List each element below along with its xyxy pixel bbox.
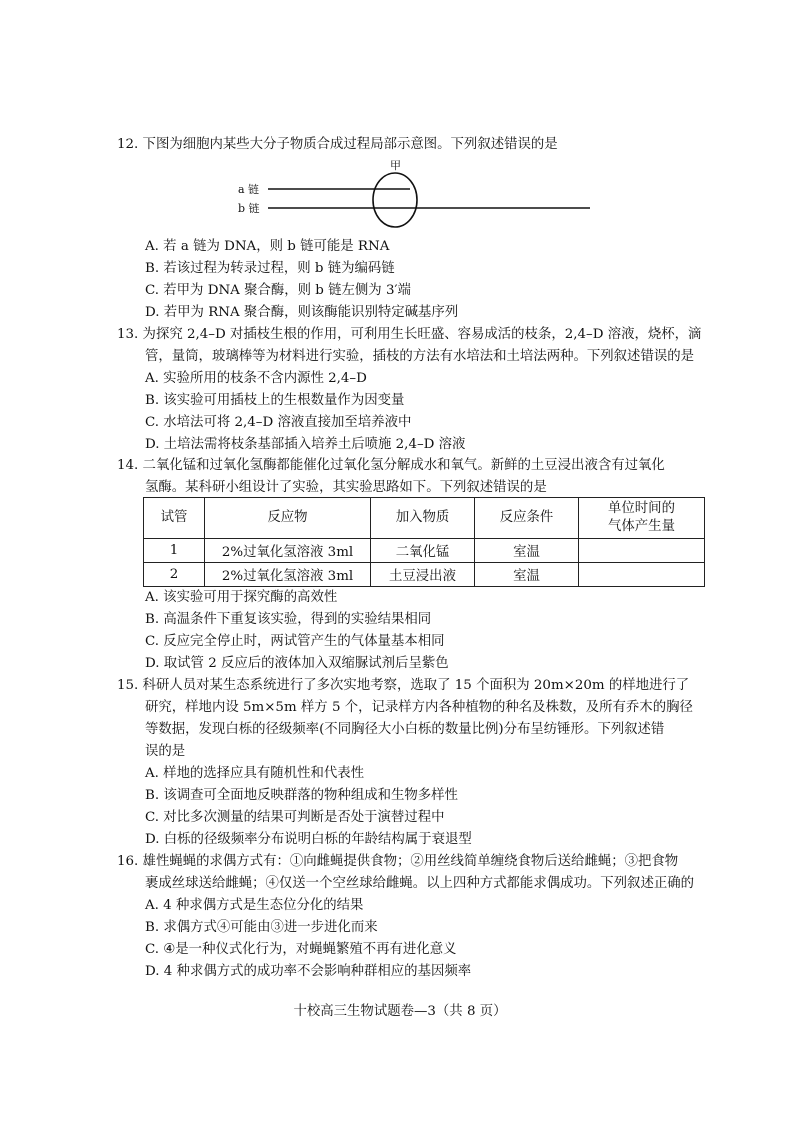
header-tube: 试管 [144,498,205,539]
q13-stem-line2: 管，量筒，玻璃棒等为材料进行实验，插枝的方法有水培法和土培法两种。下列叙述错误的是 [145,349,695,364]
table-cell: 2%过氧化氢溶液 3ml [205,563,371,587]
chain-a-label: a 链 [238,183,260,196]
table-cell [579,539,705,563]
q14-table [143,497,705,587]
q16-option-d: D. 4 种求偶方式的成功率不会影响种群相应的基因频率 [145,964,472,979]
q12-option-c: C. 若甲为 DNA 聚合酶，则 b 链左侧为 3′端 [145,283,411,298]
table-cell: 二氧化锰 [371,539,475,563]
table-cell: 2%过氧化氢溶液 3ml [205,539,371,563]
header-gas-line1: 单位时间的 [608,501,675,516]
header-added: 加入物质 [371,498,475,539]
q15-stem-line1: 15. 科研人员对某生态系统进行了多次实地考察，选取了 15 个面积为 20m×20m 的样地进行了 [117,678,690,693]
header-gas-amount [579,498,705,539]
table-cell: 室温 [475,563,579,587]
q15-stem-line2: 研究，样地内设 5m×5m 样方 5 个，记录样方内各种植物的种名及株数，及所有乔木的胸径 [145,700,693,715]
header-gas-line2: 气体产生量 [608,519,675,534]
q16-stem-line1: 16. 雄性蝇蝇的求偶方式有：①向雌蝇提供食物；②用丝线简单缠绕食物后送给雌蝇；③把食物 [117,854,679,869]
table-row [144,563,705,587]
q14-option-b: B. 高温条件下重复该实验，得到的实验结果相同 [145,612,432,627]
table-cell: 1 [144,539,205,563]
q16-option-b: B. 求偶方式④可能由③进一步进化而来 [145,920,378,935]
table-header-row [144,498,705,539]
q13-option-d: D. 土培法需将枝条基部插入培养土后喷施 2,4–D 溶液 [145,437,466,452]
header-condition: 反应条件 [475,498,579,539]
q14-option-c: C. 反应完全停止时，两试管产生的气体量基本相同 [145,634,445,649]
page-footer: 十校高三生物试题卷—3（共 8 页） [293,1004,507,1019]
q14-stem-line1: 14. 二氧化锰和过氧化氢酶都能催化过氧化氢分解成水和氧气。新鲜的土豆浸出液含有过氧化 [117,458,665,473]
q12-option-d: D. 若甲为 RNA 聚合酶，则该酶能识别特定碱基序列 [145,305,459,320]
table-cell [579,563,705,587]
table-cell: 2 [144,563,205,587]
q15-stem-line3: 等数据，发现白栎的径级频率(不同胸径大小白栎的数量比例)分布呈纺锤形。下列叙述错 [145,722,665,737]
table-cell: 土豆浸出液 [371,563,475,587]
q13-option-b: B. 该实验可用插枝上的生根数量作为因变量 [145,393,405,408]
q13-option-a: A. 实验所用的枝条不含内源性 2,4–D [145,371,367,386]
q15-option-d: D. 白栎的径级频率分布说明白栎的年龄结构属于衰退型 [145,832,472,847]
q16-option-a: A. 4 种求偶方式是生态位分化的结果 [145,898,364,913]
enzyme-circle [373,173,417,227]
q13-option-c: C. 水培法可将 2,4–D 溶液直接加至培养液中 [145,415,412,430]
enzyme-label: 甲 [390,159,401,172]
q15-option-c: C. 对比多次测量的结果可判断是否处于演替过程中 [145,810,445,825]
q12-option-b: B. 若该过程为转录过程，则 b 链为编码链 [145,261,395,276]
header-reactant: 反应物 [205,498,371,539]
q14-stem-line2: 氢酶。某科研小组设计了实验，其实验思路如下。下列叙述错误的是 [145,480,547,495]
q14-option-a: A. 该实验可用于探究酶的高效性 [145,590,338,605]
table-row [144,539,705,563]
q12-stem: 12. 下图为细胞内某些大分子物质合成过程局部示意图。下列叙述错误的是 [117,137,558,152]
q12-diagram [230,158,600,228]
q16-stem-line2: 裹成丝球送给雌蝇；④仅送一个空丝球给雌蝇。以上四种方式都能求偶成功。下列叙述正确的 [145,876,695,891]
q16-option-c: C. ④是一种仪式化行为，对蝇蝇繁殖不再有进化意义 [145,942,457,957]
q15-stem-line4: 误的是 [145,744,186,759]
table-cell: 室温 [475,539,579,563]
q13-stem-line1: 13. 为探究 2,4–D 对插枝生根的作用，可利用生长旺盛、容易成活的枝条，2,4–D 溶液，烧杯，滴 [117,327,702,342]
q15-option-a: A. 样地的选择应具有随机性和代表性 [145,766,365,781]
q12-option-a: A. 若 a 链为 DNA，则 b 链可能是 RNA [145,239,390,254]
chain-b-label: b 链 [238,202,260,215]
q15-option-b: B. 该调查可全面地反映群落的物种组成和生物多样性 [145,788,458,803]
q14-option-d: D. 取试管 2 反应后的液体加入双缩脲试剂后呈紫色 [145,656,449,671]
